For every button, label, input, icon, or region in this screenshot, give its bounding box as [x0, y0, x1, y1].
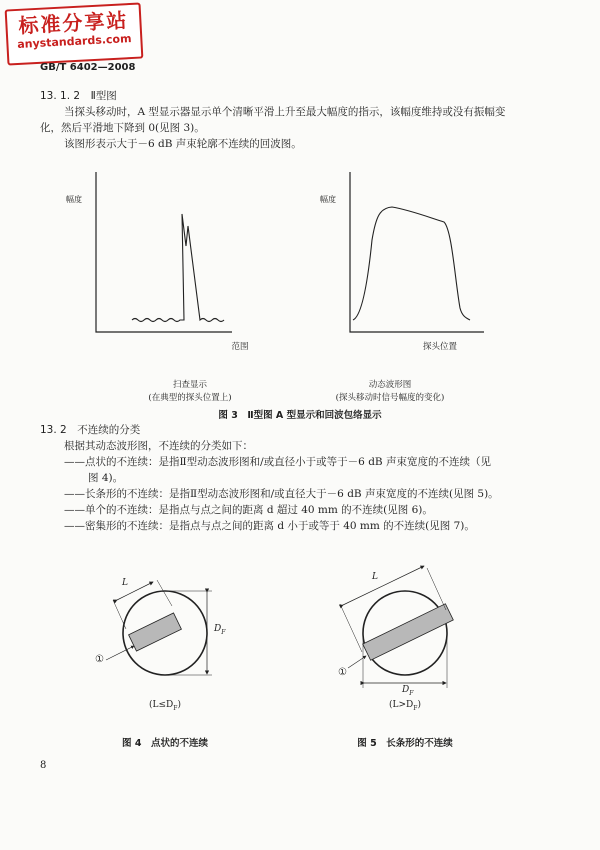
right-x-label: 探头位置 [422, 342, 457, 352]
left-x-label: 范围 [231, 342, 249, 352]
section-13-2-heading: 13. 2 不连续的分类 [40, 424, 141, 436]
left-plot-subtitle: (在典型的探头位置上) [148, 393, 232, 403]
left-axes [96, 172, 232, 332]
figure-4-drawing [106, 580, 212, 675]
standard-code: GB/T 6402—2008 [40, 62, 136, 73]
right-axes [350, 172, 484, 332]
scan-display-plot [96, 172, 232, 332]
left-plot-title: 扫查显示 [172, 380, 207, 390]
list-item: ——长条形的不连续：是指Ⅱ型动态波形图和/或直径大于－6 dB 声束宽度的不连续(见图 5)。 [64, 488, 499, 500]
figure-3-caption: 图 3 Ⅱ型图 A 型显示和回波包络显示 [218, 410, 382, 421]
stamp-title: 标准分享站 [17, 8, 129, 38]
dim-L-line [343, 566, 424, 605]
watermark-stamp [5, 2, 144, 65]
figure-5-drawing [340, 566, 453, 688]
figure-3-graphs [0, 160, 600, 385]
list-item: ——点状的不连续：是指Ⅱ型动态波形图和/或直径小于或等于－6 dB 声束宽度的不连续（见 [64, 456, 491, 468]
figure-5-caption: 图 5 长条形的不连续 [357, 738, 453, 749]
list-item-continued: 图 4)。 [88, 472, 124, 484]
fig5-marker: ① [338, 667, 347, 678]
right-y-label: 幅度 [320, 195, 336, 204]
section-13-1-2-heading: 13. 1. 2 Ⅱ型图 [40, 90, 117, 102]
fig4-marker: ① [95, 654, 104, 665]
figure-4-caption: 图 4 点状的不连续 [122, 738, 208, 749]
list-item: ——单个的不连续：是指点与点之间的距离 d 超过 40 mm 的不连续(见图 6)。 [64, 504, 433, 516]
paragraph-line: 化，然后平滑地下降到 0(见图 3)。 [40, 122, 205, 134]
right-plot-subtitle: (探头移动时信号幅度的变化) [335, 393, 445, 403]
leader-line [106, 646, 134, 660]
dynamic-waveform-plot [350, 172, 484, 332]
figures-4-5-drawings [0, 560, 600, 710]
paragraph-line: 该图形表示大于－6 dB 声束轮廓不连续的回波图。 [64, 138, 302, 150]
list-item: ——密集形的不连续：是指点与点之间的距离 d 小于或等于 40 mm 的不连续(见图 7)。 [64, 520, 475, 532]
page-number: 8 [40, 760, 47, 771]
envelope-trace [353, 207, 470, 320]
defect-rect [129, 613, 182, 651]
right-plot-title: 动态波形图 [368, 380, 412, 390]
fig5-dim-L: L [372, 572, 378, 582]
defect-rect [363, 604, 454, 661]
paragraph-line: 根据其动态波形图，不连续的分类如下： [64, 440, 253, 452]
fig4-dim-D: $D_F$ [214, 624, 226, 636]
paragraph-line: 当探头移动时，A 型显示器显示单个清晰平滑上升至最大幅度的指示，该幅度维持或没有振幅变 [64, 106, 506, 118]
fig5-condition: $(L>D_F)$ [389, 700, 421, 712]
scan-echo-trace [132, 214, 224, 322]
left-y-label: 幅度 [66, 195, 82, 204]
leader-line [348, 656, 366, 668]
stamp-url: anystandards.com [16, 32, 132, 51]
fig4-condition: $(L\le D_F)$ [149, 700, 181, 712]
fig4-dim-L: L [122, 578, 128, 588]
fig5-dim-D: $D_F$ [402, 685, 414, 697]
